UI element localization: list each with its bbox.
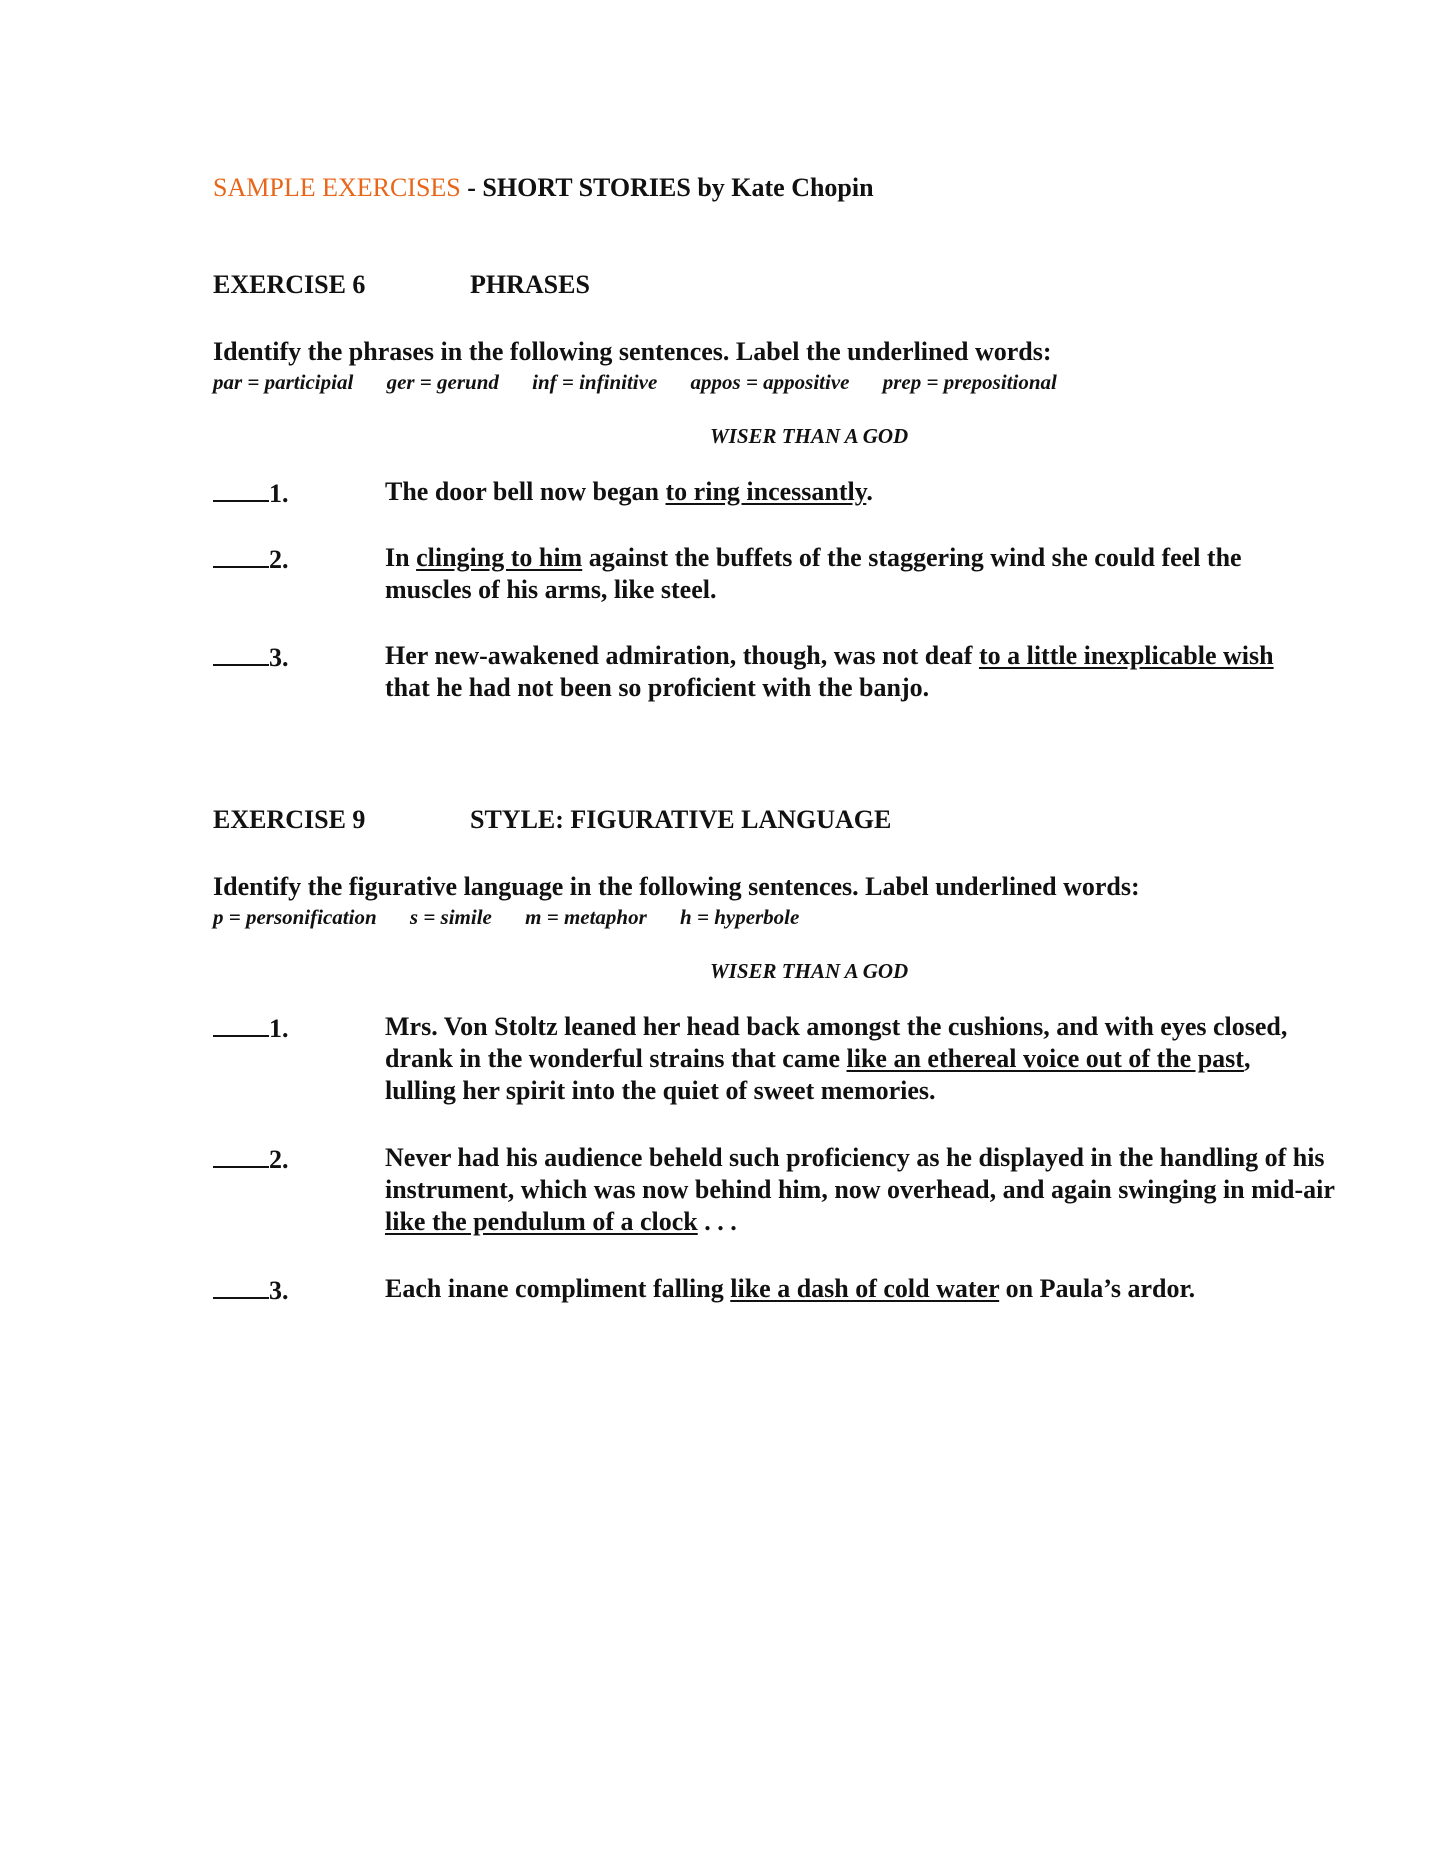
exercise9-story-title: WISER THAN A GOD <box>710 959 909 983</box>
legend-item: appos = appositive <box>690 370 850 394</box>
legend-item: s = simile <box>409 905 492 929</box>
answer-blank[interactable] <box>213 478 269 502</box>
sentence-text: The door bell now began <box>385 477 666 506</box>
sentence-text: Her new-awakened admiration, though, was not deaf <box>385 641 979 670</box>
answer-blank[interactable] <box>213 1275 269 1299</box>
underlined-phrase: clinging to him <box>416 543 583 572</box>
underlined-phrase: to ring incessantly <box>665 477 867 506</box>
sentence-text: that he had not been so proficient with the banjo. <box>385 673 930 702</box>
exercise9-item-1-sentence <box>385 1011 1320 1107</box>
exercise6-item-1-number: 1. <box>213 478 289 509</box>
exercise6-item-2-number: 2. <box>213 544 289 575</box>
exercise6-story-title: WISER THAN A GOD <box>710 424 909 448</box>
legend-item: ger = gerund <box>386 370 499 394</box>
exercise6-item-2-sentence <box>385 542 1265 606</box>
exercise9-topic: STYLE: FIGURATIVE LANGUAGE <box>470 805 892 834</box>
exercise9-item-2-sentence <box>385 1142 1380 1238</box>
title-rest: - SHORT STORIES by Kate Chopin <box>460 173 874 202</box>
sentence-text: against the buffets of the staggering wind she could feel the muscles of his arms, like steel. <box>385 543 1242 604</box>
answer-blank[interactable] <box>213 1013 269 1037</box>
underlined-phrase: like an ethereal voice out of the past <box>846 1044 1244 1073</box>
legend-item: m = metaphor <box>525 905 647 929</box>
underlined-phrase: to a little inexplicable wish <box>978 641 1274 670</box>
exercise9-item-2-number: 2. <box>213 1144 289 1175</box>
exercise6-legend <box>213 370 1085 395</box>
sentence-text: Mrs. Von Stoltz leaned her head back amongst the cushions, and with eyes closed, drank in the wonderful strains that came <box>385 1012 1288 1073</box>
exercise6-item-1-sentence <box>385 476 1335 508</box>
exercise6-label: EXERCISE 6 <box>213 270 366 299</box>
answer-blank[interactable] <box>213 1144 269 1168</box>
title-highlight: SAMPLE EXERCISES <box>213 173 461 202</box>
answer-blank[interactable] <box>213 642 269 666</box>
exercise9-legend <box>213 905 827 930</box>
exercise9-instruction: Identify the figurative language in the following sentences. Label underlined words: <box>213 872 1140 901</box>
exercise6-item-3-number: 3. <box>213 642 289 673</box>
underlined-phrase: like the pendulum of a clock <box>385 1207 698 1236</box>
legend-item: par = participial <box>213 370 354 394</box>
legend-item: h = hyperbole <box>680 905 800 929</box>
exercise9-item-1-number: 1. <box>213 1013 289 1044</box>
sentence-text: . . . <box>697 1207 737 1236</box>
exercise9-item-3-number: 3. <box>213 1275 289 1306</box>
sentence-text: on Paula’s ardor. <box>999 1274 1196 1303</box>
sentence-text: In <box>385 543 417 572</box>
sentence-text: , lulling her spirit into the quiet of sweet memories. <box>385 1044 1251 1105</box>
exercise6-topic: PHRASES <box>470 270 590 299</box>
sentence-text: Each inane compliment falling <box>385 1274 731 1303</box>
exercise6-instruction: Identify the phrases in the following sentences. Label the underlined words: <box>213 337 1052 366</box>
document-title <box>213 173 874 203</box>
answer-blank[interactable] <box>213 544 269 568</box>
sentence-text: . <box>866 477 873 506</box>
exercise9-label: EXERCISE 9 <box>213 805 366 834</box>
legend-item: inf = infinitive <box>532 370 658 394</box>
sentence-text: Never had his audience beheld such proficiency as he displayed in the handling of his instrument, which was now behind him, now overhead, and again swinging in mid-air <box>385 1143 1335 1204</box>
legend-item: prep = prepositional <box>882 370 1057 394</box>
legend-item: p = personification <box>213 905 377 929</box>
underlined-phrase: like a dash of cold water <box>730 1274 1000 1303</box>
exercise9-item-3-sentence <box>385 1273 1385 1305</box>
exercise6-item-3-sentence <box>385 640 1305 704</box>
